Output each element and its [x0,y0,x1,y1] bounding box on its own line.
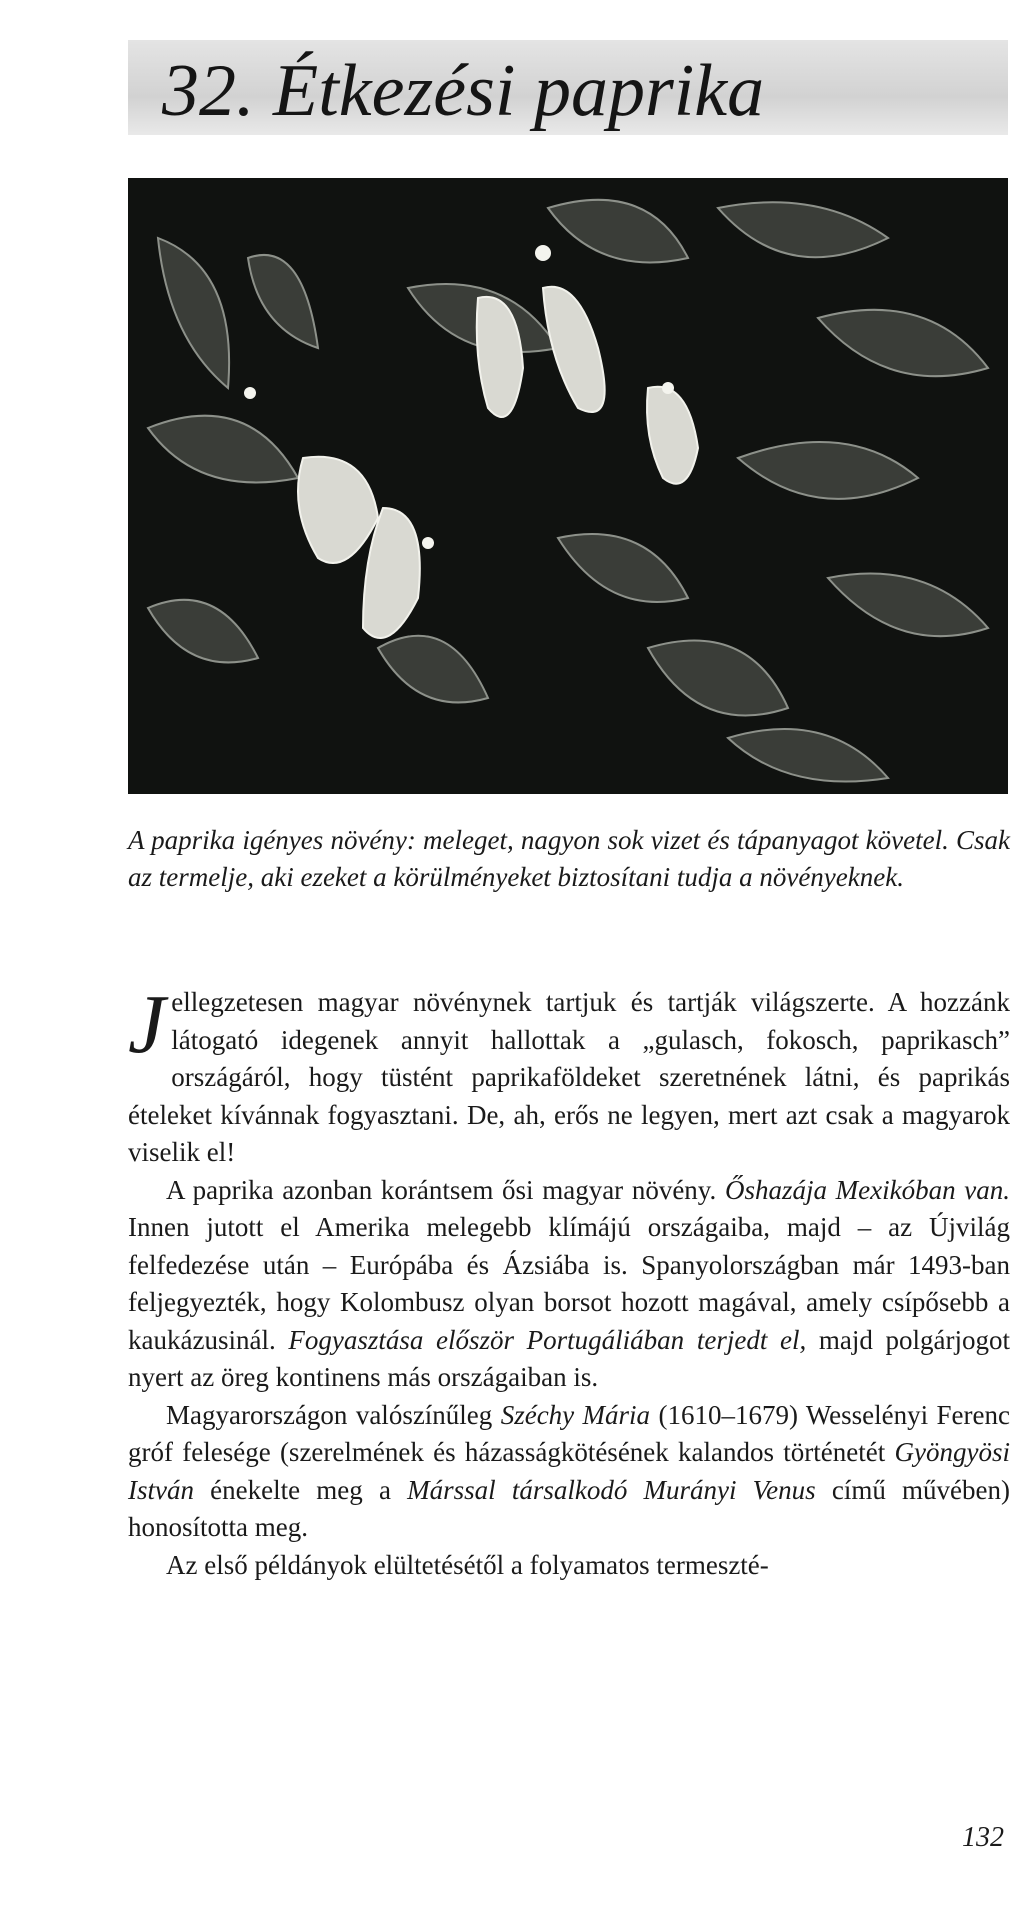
paragraph-3-emphasis-a: Széchy Mária [500,1399,651,1430]
paragraph-2-emphasis-a: Őshazája Mexikóban van. [724,1174,1011,1205]
paragraph-2-text-c: majd polgárjogot nyert az öreg kontinens más országaiban is. [128,1324,1010,1392]
paragraph-3-text-a: Magyarországon valószínűleg [166,1399,501,1430]
paragraph-1-text: ellegzetesen magyar növénynek tartjuk és tartják világszerte. A hozzánk látogató idegenek annyit hallottak a „gulasch, fokosch, paprikasch” országáról, hogy tüstént paprikaföldeket szeretnének látni, és paprikás ételeket kívánnak fogyasztani. De, ah, erős ne legyen, mert azt csak a magyarok viselik el! [128,987,1010,1167]
body-text [128,978,1011,1584]
paragraph-3-emphasis-c: Márssal társalkodó Murányi Venus [407,1474,816,1505]
paragraph-3-text-c: énekelte meg a [193,1474,408,1505]
paragraph-2-emphasis-b: Fogyasztása először Portugáliában terjedt el, [288,1324,807,1355]
photo-caption: A paprika igényes növény: meleget, nagyon sok vizet és tápanyagot követel. Csak az termelje, aki ezeket a körülményeket biztosítani tudja a növényeknek. [128,825,1010,892]
paragraph-3 [128,1397,1010,1547]
paragraph-1 [128,978,1010,1172]
paragraph-3-text-b: (1610–1679) Wesselényi Ferenc gróf felesége (szerelmének és házasságkötésének kalandos történetét [128,1399,1010,1467]
paragraph-3-text-d: című művében) honosította meg. [128,1474,1010,1542]
pepper-plant-photo [128,178,1008,794]
paragraph-2-text-b: Innen jutott el Amerika melegebb klímájú országaiba, majd – az Újvilág felfedezése után – Európába és Ázsiába is. Spanyolországban már 1493-ban feljegyezték, hogy Kolombusz olyan borsot hozott magával, amely csípősebb a kaukázusinál. [128,1212,1010,1355]
paragraph-4: Az első példányok elültetésétől a folyamatos termeszté- [166,1549,769,1580]
page-number: 132 [962,1822,1004,1853]
paragraph-2 [128,1172,1010,1397]
pepper-plant-icon [128,178,1008,794]
paragraph-3-emphasis-b: Gyöngyösi István [128,1437,1010,1505]
paragraph-2-text-a: A paprika azonban korántsem ősi magyar növény. [166,1174,725,1205]
page-title: 32. Étkezési paprika [162,50,765,132]
drop-cap: J [128,978,166,1071]
